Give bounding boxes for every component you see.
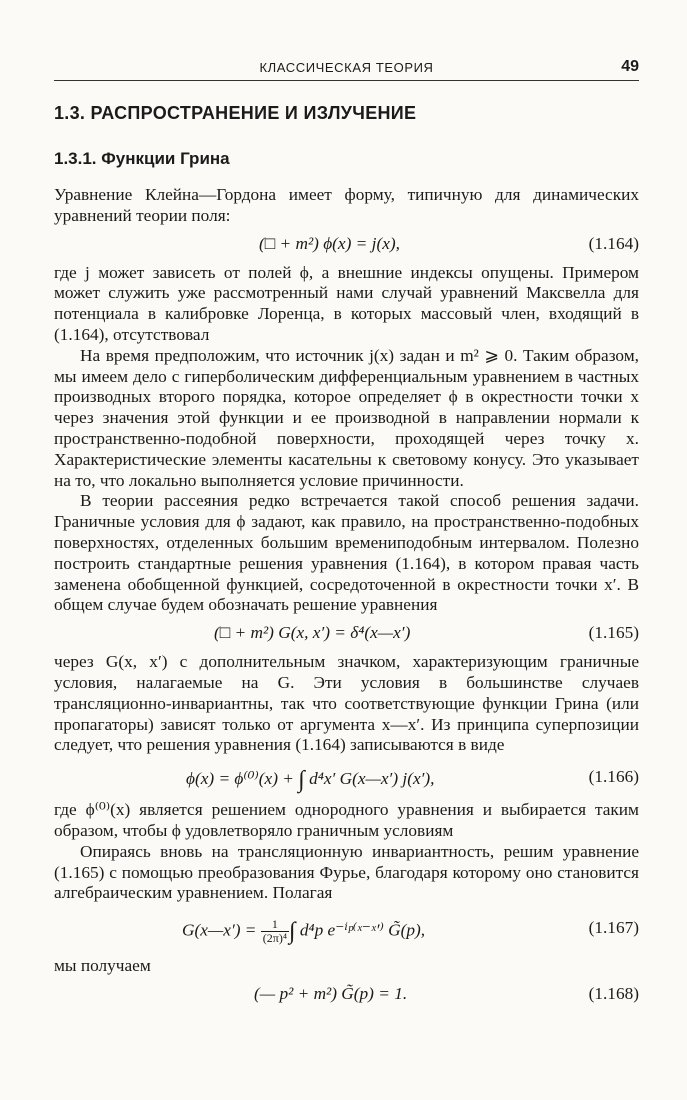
paragraph-6: где ϕ⁽⁰⁾(x) является решением однородного уравнения и выбирается таким образом, чтобы ϕ удовлетворяло граничным условиям — [54, 800, 639, 840]
equation-formula — [182, 918, 425, 945]
equation-1-167 — [54, 904, 639, 956]
integral-sign: ∫ — [289, 918, 296, 945]
equation-number: (1.164) — [588, 233, 639, 253]
page-number: 49 — [621, 58, 639, 75]
paragraph-3: На время предположим, что источник j(x) задан и m² ⩾ 0. Таким образом, мы имеем дело с гиперболическим дифференциальным уравнением в частных производных второго порядка, которое определяет ϕ в окрестности точки x через значения этой функции и ее производной в направлении нормали к пространственно-подобной поверхности, проходящей через точку x. Характеристические элементы касательны к световому конусу. Это указывает на то, что локально выполняется условие причинности. — [54, 345, 639, 490]
formula-rhs: d⁴x′ G(x—x′) j(x′), — [304, 769, 435, 789]
equation-formula — [186, 767, 434, 794]
equation-formula: (□ + m²) G(x, x′) = δ⁴(x—x′) — [214, 623, 411, 643]
integral-sign: ∫ — [298, 767, 305, 794]
fraction-numerator: 1 — [261, 918, 289, 932]
section-title: 1.3. РАСПРОСТРАНЕНИЕ И ИЗЛУЧЕНИЕ — [54, 103, 417, 123]
formula-rhs: d⁴p e⁻ⁱᵖ⁽ˣ⁻ˣ′⁾ G̃(p), — [295, 920, 426, 940]
formula-lhs: G(x—x′) = — [182, 920, 261, 940]
running-head — [54, 56, 639, 81]
paragraph-7: Опираясь вновь на трансляционную инвариантность, решим уравнение (1.165) с помощью преобразования Фурье, благодаря которому оно становится алгебраическим уравнением. Полагая — [54, 841, 639, 903]
fraction-denominator: (2π)⁴ — [262, 931, 288, 946]
equation-1-165 — [54, 616, 639, 652]
fraction — [261, 918, 289, 945]
equation-formula: (□ + m²) ϕ(x) = j(x), — [259, 233, 400, 253]
equation-number: (1.167) — [588, 918, 639, 938]
equation-1-166 — [54, 756, 639, 800]
running-title: КЛАССИЧЕСКАЯ ТЕОРИЯ — [259, 60, 434, 75]
equation-1-168 — [54, 977, 639, 1013]
paragraph-1: Уравнение Клейна—Гордона имеет форму, типичную для динамических уравнений теории поля: — [54, 185, 639, 225]
paragraph-5: через G(x, x′) с дополнительным значком, характеризующим граничные условия, налагаемые на G. Эти условия в большинстве случаев трансляционно-инвариантны, так что соответствующие функции Грина (или пропагаторы) зависят только от аргумента x—x′. Из принципа суперпозиции следует, что решения уравнения (1.164) записываются в виде — [54, 652, 639, 755]
equation-number: (1.166) — [588, 767, 639, 787]
book-page — [54, 56, 639, 1013]
formula-lhs: ϕ(x) = ϕ⁽⁰⁾(x) + — [186, 769, 299, 789]
paragraph-8: мы получаем — [54, 956, 151, 976]
equation-number: (1.165) — [588, 623, 639, 643]
subsection-title: 1.3.1. Функции Грина — [54, 149, 230, 168]
equation-number: (1.168) — [588, 983, 639, 1003]
paragraph-4: В теории рассеяния редко встречается такой способ решения задачи. Граничные условия для ϕ задают, как правило, на пространственно-подобных поверхностях, отделенных большим времениподобным интервалом. Полезно построить стандартные решения уравнения (1.164), в котором правая часть заменена обобщенной функцией, сосредоточенной в окрестности точки x′. В общем случае будем обозначать решение уравнения — [54, 491, 639, 615]
equation-1-164 — [54, 227, 639, 263]
paragraph-2: где j может зависеть от полей ϕ, а внешние индексы опущены. Примером может служить уже рассмотренный нами случай уравнений Максвелла для потенциала в калибровке Лоренца, в которых массовый член, входящий в (1.164), отсутствовал — [54, 262, 639, 344]
equation-formula: (— p² + m²) G̃(p) = 1. — [254, 983, 408, 1003]
